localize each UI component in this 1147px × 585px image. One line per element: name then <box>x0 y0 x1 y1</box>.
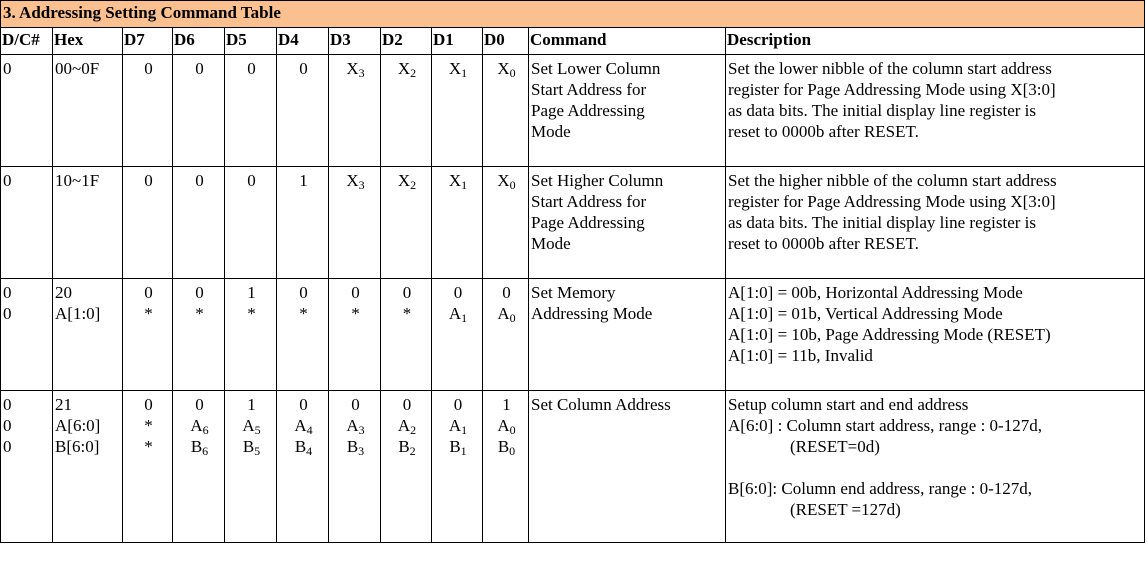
command-cell <box>529 167 726 279</box>
bit-cell-d2 <box>381 279 432 391</box>
description-text: A[6:0] : Column start address, range : 0-127d, <box>728 416 1042 435</box>
command-text: Addressing Mode <box>531 304 653 323</box>
bit-cell-d0 <box>483 391 529 543</box>
bit-value: 0 <box>502 283 511 302</box>
bit-cell-d7 <box>123 391 173 543</box>
dc-value: 0 <box>3 416 12 435</box>
bit-value: $B_0$ <box>497 437 516 458</box>
bit-value: 0 <box>453 395 463 414</box>
command-text: Set Column Address <box>531 395 671 414</box>
description-text: A[1:0] = 00b, Horizontal Addressing Mode <box>728 283 1023 302</box>
bit-cell-d5 <box>225 279 277 391</box>
header-d2: D2 <box>381 28 432 55</box>
description-text: as data bits. The initial display line register is <box>728 213 1036 232</box>
bit-value: * <box>144 304 153 323</box>
header-d3: D3 <box>329 28 381 55</box>
dc-value: 0 <box>3 304 12 323</box>
bit-value: 0 <box>351 283 360 302</box>
bit-value: * <box>247 304 256 323</box>
bit-value: 0 <box>195 395 204 414</box>
bit-value: $A_0$ <box>497 416 516 437</box>
hex-value: B[6:0] <box>55 437 100 456</box>
bit-value: $A_2$ <box>397 416 417 437</box>
hex-value: 00~0F <box>55 59 100 78</box>
bit-value: * <box>144 437 153 456</box>
bit-cell-d1 <box>432 391 483 543</box>
command-cell <box>529 279 726 391</box>
bit-value: 0 <box>144 59 153 78</box>
bit-value: 0 <box>144 283 153 302</box>
bit-cell-d4 <box>277 391 329 543</box>
dc-value: 0 <box>3 437 12 456</box>
bit-value: * <box>402 304 412 323</box>
command-text: Set Higher Column <box>531 171 664 190</box>
bit-cell-d6 <box>173 391 225 543</box>
command-text: Page Addressing <box>531 101 645 120</box>
bit-value: 0 <box>195 59 204 78</box>
bit-value: $B_2$ <box>398 437 416 458</box>
bit-value: * <box>299 304 308 323</box>
bit-value: $A_1$ <box>448 416 468 437</box>
bit-value: 0 <box>299 59 308 78</box>
bit-value: $B_1$ <box>449 437 467 458</box>
bit-value: * <box>351 304 360 323</box>
bit-cell-d1 <box>432 279 483 391</box>
bit-cell-d0 <box>483 55 529 167</box>
hex-value: 10~1F <box>55 171 100 190</box>
bit-value: 0 <box>144 395 153 414</box>
header-description: Description <box>726 28 1145 55</box>
description-text: (RESET =127d) <box>790 500 901 519</box>
header-d1: D1 <box>432 28 483 55</box>
dc-value: 0 <box>3 171 12 190</box>
command-text: Mode <box>531 122 571 141</box>
bit-cell-d3 <box>329 167 381 279</box>
description-text: register for Page Addressing Mode using X[3:0] <box>728 80 1056 99</box>
bit-value: $A_3$ <box>346 416 365 437</box>
bit-cell-d2 <box>381 391 432 543</box>
description-text: Set the higher nibble of the column start address <box>728 171 1057 190</box>
description-text: register for Page Addressing Mode using X[3:0] <box>728 192 1056 211</box>
command-cell <box>529 391 726 543</box>
bit-value: 0 <box>247 171 256 190</box>
header-dc: D/C# <box>1 28 53 55</box>
table-row <box>1 279 1145 391</box>
table-title: 3. Addressing Setting Command Table <box>1 1 1145 28</box>
bit-value: 1 <box>247 395 256 414</box>
dc-value: 0 <box>3 395 12 414</box>
dc-value: 0 <box>3 283 12 302</box>
bit-value: 0 <box>195 171 204 190</box>
header-d7: D7 <box>123 28 173 55</box>
hex-cell <box>53 167 123 279</box>
bit-value: $B_4$ <box>294 437 313 458</box>
description-text: Setup column start and end address <box>728 395 969 414</box>
command-text: Mode <box>531 234 571 253</box>
bit-value: $A_4$ <box>294 416 313 437</box>
bit-value: $X_1$ <box>448 59 468 80</box>
bit-value: 1 <box>299 171 308 190</box>
bit-value: $B_5$ <box>242 437 261 458</box>
bit-cell-d5 <box>225 391 277 543</box>
description-text: B[6:0]: Column end address, range : 0-127d, <box>728 479 1033 498</box>
dc-cell <box>1 167 53 279</box>
header-d5: D5 <box>225 28 277 55</box>
bit-cell-d2 <box>381 167 432 279</box>
bit-value: 0 <box>299 283 308 302</box>
bit-value: $A_6$ <box>190 416 209 437</box>
description-text: reset to 0000b after RESET. <box>728 234 919 253</box>
bit-cell-d4 <box>277 167 329 279</box>
bit-cell-d4 <box>277 279 329 391</box>
table-row <box>1 167 1145 279</box>
bit-cell-d3 <box>329 55 381 167</box>
bit-value: $A_0$ <box>497 304 516 325</box>
table-row <box>1 55 1145 167</box>
bit-value: $X_3$ <box>346 171 365 192</box>
command-cell <box>529 55 726 167</box>
bit-value: $X_3$ <box>346 59 365 80</box>
bit-cell-d6 <box>173 167 225 279</box>
hex-cell <box>53 391 123 543</box>
bit-cell-d6 <box>173 279 225 391</box>
bit-value: 1 <box>502 395 511 414</box>
bit-value: 0 <box>195 283 204 302</box>
bit-value: 1 <box>247 283 256 302</box>
description-text: A[1:0] = 11b, Invalid <box>728 346 873 365</box>
bit-value: 0 <box>453 283 463 302</box>
description-cell <box>726 55 1145 167</box>
bit-value: $X_2$ <box>397 171 417 192</box>
hex-value: A[1:0] <box>55 304 101 323</box>
bit-value: $X_0$ <box>497 171 516 192</box>
bit-cell-d3 <box>329 279 381 391</box>
bit-cell-d4 <box>277 55 329 167</box>
dc-cell <box>1 391 53 543</box>
command-text: Start Address for <box>531 80 647 99</box>
bit-value: $A_5$ <box>242 416 261 437</box>
command-text: Set Lower Column <box>531 59 661 78</box>
bit-cell-d5 <box>225 55 277 167</box>
hex-cell <box>53 279 123 391</box>
description-cell <box>726 279 1145 391</box>
description-text: (RESET=0d) <box>790 437 880 456</box>
dc-value: 0 <box>3 59 12 78</box>
command-text: Page Addressing <box>531 213 645 232</box>
bit-value: $X_1$ <box>448 171 468 192</box>
bit-value: $B_3$ <box>346 437 365 458</box>
bit-cell-d6 <box>173 55 225 167</box>
bit-cell-d0 <box>483 167 529 279</box>
description-text: reset to 0000b after RESET. <box>728 122 919 141</box>
bit-cell-d1 <box>432 167 483 279</box>
description-gap <box>728 457 1144 478</box>
hex-value: 20 <box>55 283 72 302</box>
bit-value: 0 <box>402 283 412 302</box>
header-row <box>1 28 1145 55</box>
bit-value: 0 <box>402 395 412 414</box>
bit-cell-d0 <box>483 279 529 391</box>
description-text: A[1:0] = 01b, Vertical Addressing Mode <box>728 304 1003 323</box>
bit-value: * <box>195 304 204 323</box>
bit-value: 0 <box>299 395 308 414</box>
bit-value: $X_2$ <box>397 59 417 80</box>
bit-cell-d7 <box>123 55 173 167</box>
dc-cell <box>1 55 53 167</box>
bit-cell-d7 <box>123 167 173 279</box>
dc-cell <box>1 279 53 391</box>
bit-cell-d3 <box>329 391 381 543</box>
header-d4: D4 <box>277 28 329 55</box>
hex-value: A[6:0] <box>55 416 101 435</box>
description-text: Set the lower nibble of the column start address <box>728 59 1052 78</box>
header-hex: Hex <box>53 28 123 55</box>
bit-value: $A_1$ <box>448 304 468 325</box>
header-d6: D6 <box>173 28 225 55</box>
command-text: Start Address for <box>531 192 647 211</box>
header-command: Command <box>529 28 726 55</box>
description-text: A[1:0] = 10b, Page Addressing Mode (RESET) <box>728 325 1051 344</box>
description-cell <box>726 167 1145 279</box>
hex-cell <box>53 55 123 167</box>
bit-cell-d1 <box>432 55 483 167</box>
hex-value: 21 <box>55 395 72 414</box>
bit-value: 0 <box>351 395 360 414</box>
bit-value: 0 <box>144 171 153 190</box>
bit-value: * <box>144 416 153 435</box>
bit-value: $X_0$ <box>497 59 516 80</box>
bit-cell-d5 <box>225 167 277 279</box>
description-text: as data bits. The initial display line register is <box>728 101 1036 120</box>
bit-cell-d2 <box>381 55 432 167</box>
table-row <box>1 391 1145 543</box>
table-title-row <box>1 1 1145 28</box>
command-text: Set Memory <box>531 283 616 302</box>
bit-value: 0 <box>247 59 256 78</box>
description-cell <box>726 391 1145 543</box>
bit-value: $B_6$ <box>190 437 209 458</box>
bit-cell-d7 <box>123 279 173 391</box>
header-d0: D0 <box>483 28 529 55</box>
